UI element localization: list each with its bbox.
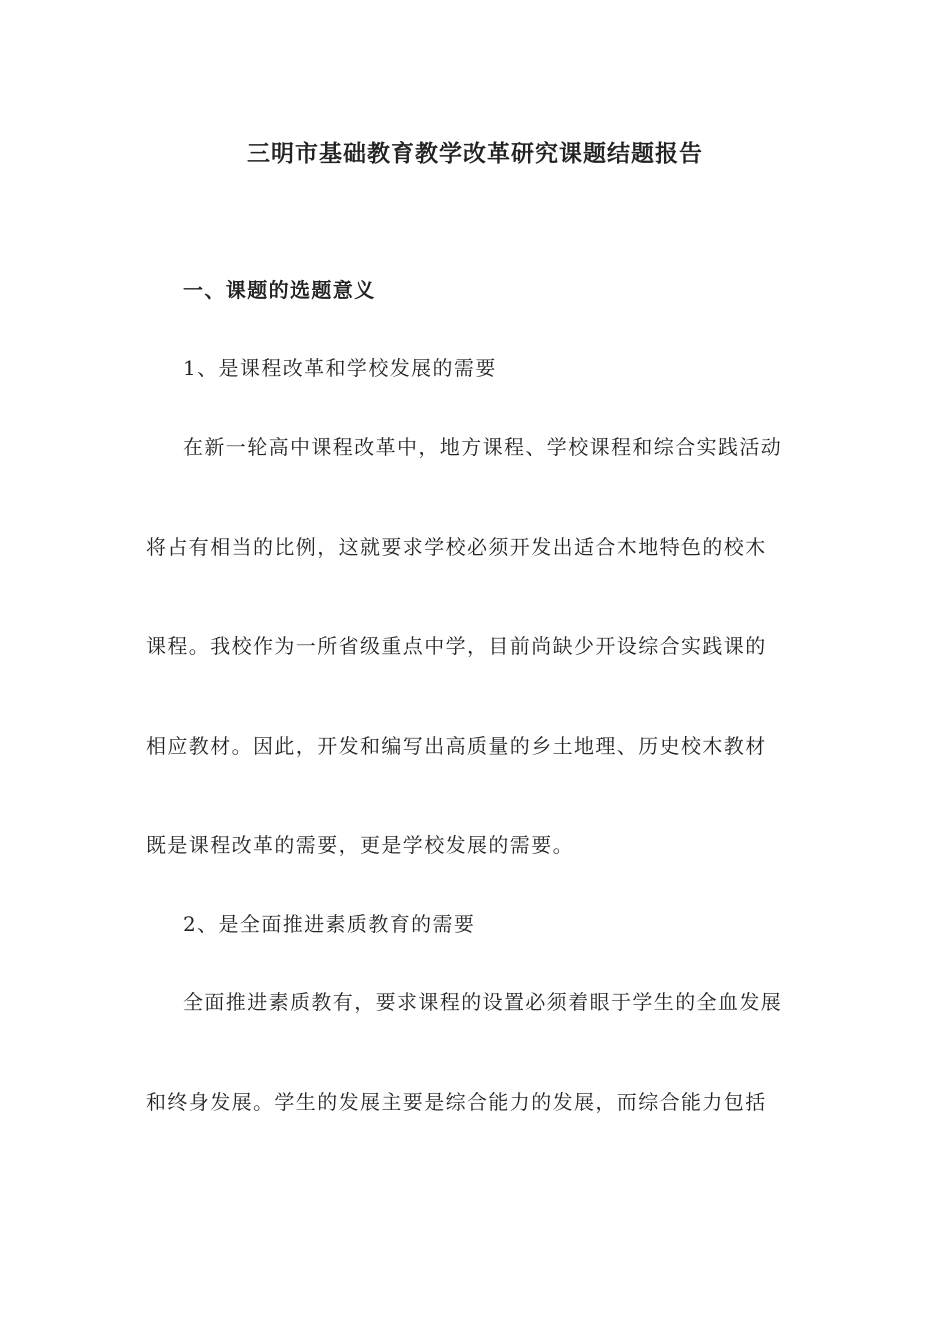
paragraph-line: 在新一轮高中课程改革中，地方课程、学校课程和综合实践活动	[183, 435, 783, 459]
paragraph-line: 和终身发展。学生的发展主要是综合能力的发展，而综合能力包括	[146, 1090, 767, 1114]
paragraph-line: 既是课程改革的需要，更是学校发展的需要。	[146, 833, 574, 857]
paragraph-line: 课程。我校作为一所省级重点中学，目前尚缺少开设综合实践课的	[146, 634, 767, 658]
document-title: 三明市基础教育教学改革研究课题结题报告	[247, 140, 703, 167]
paragraph-line: 全面推进素质教有，要求课程的设置必须着眼于学生的全血发展	[183, 990, 783, 1014]
paragraph-line: 将占有相当的比例，这就要求学校必须开发出适合木地特色的校木	[146, 535, 767, 559]
subsection-heading-2: 2、是全面推进素质教育的需要	[183, 912, 476, 936]
paragraph-line: 相应教材。因此，开发和编写出高质量的乡土地理、历史校木教材	[146, 734, 767, 758]
section-heading: 一、课题的选题意义	[183, 278, 376, 302]
subsection-heading-1: 1、是课程改革和学校发展的需要	[183, 356, 497, 380]
